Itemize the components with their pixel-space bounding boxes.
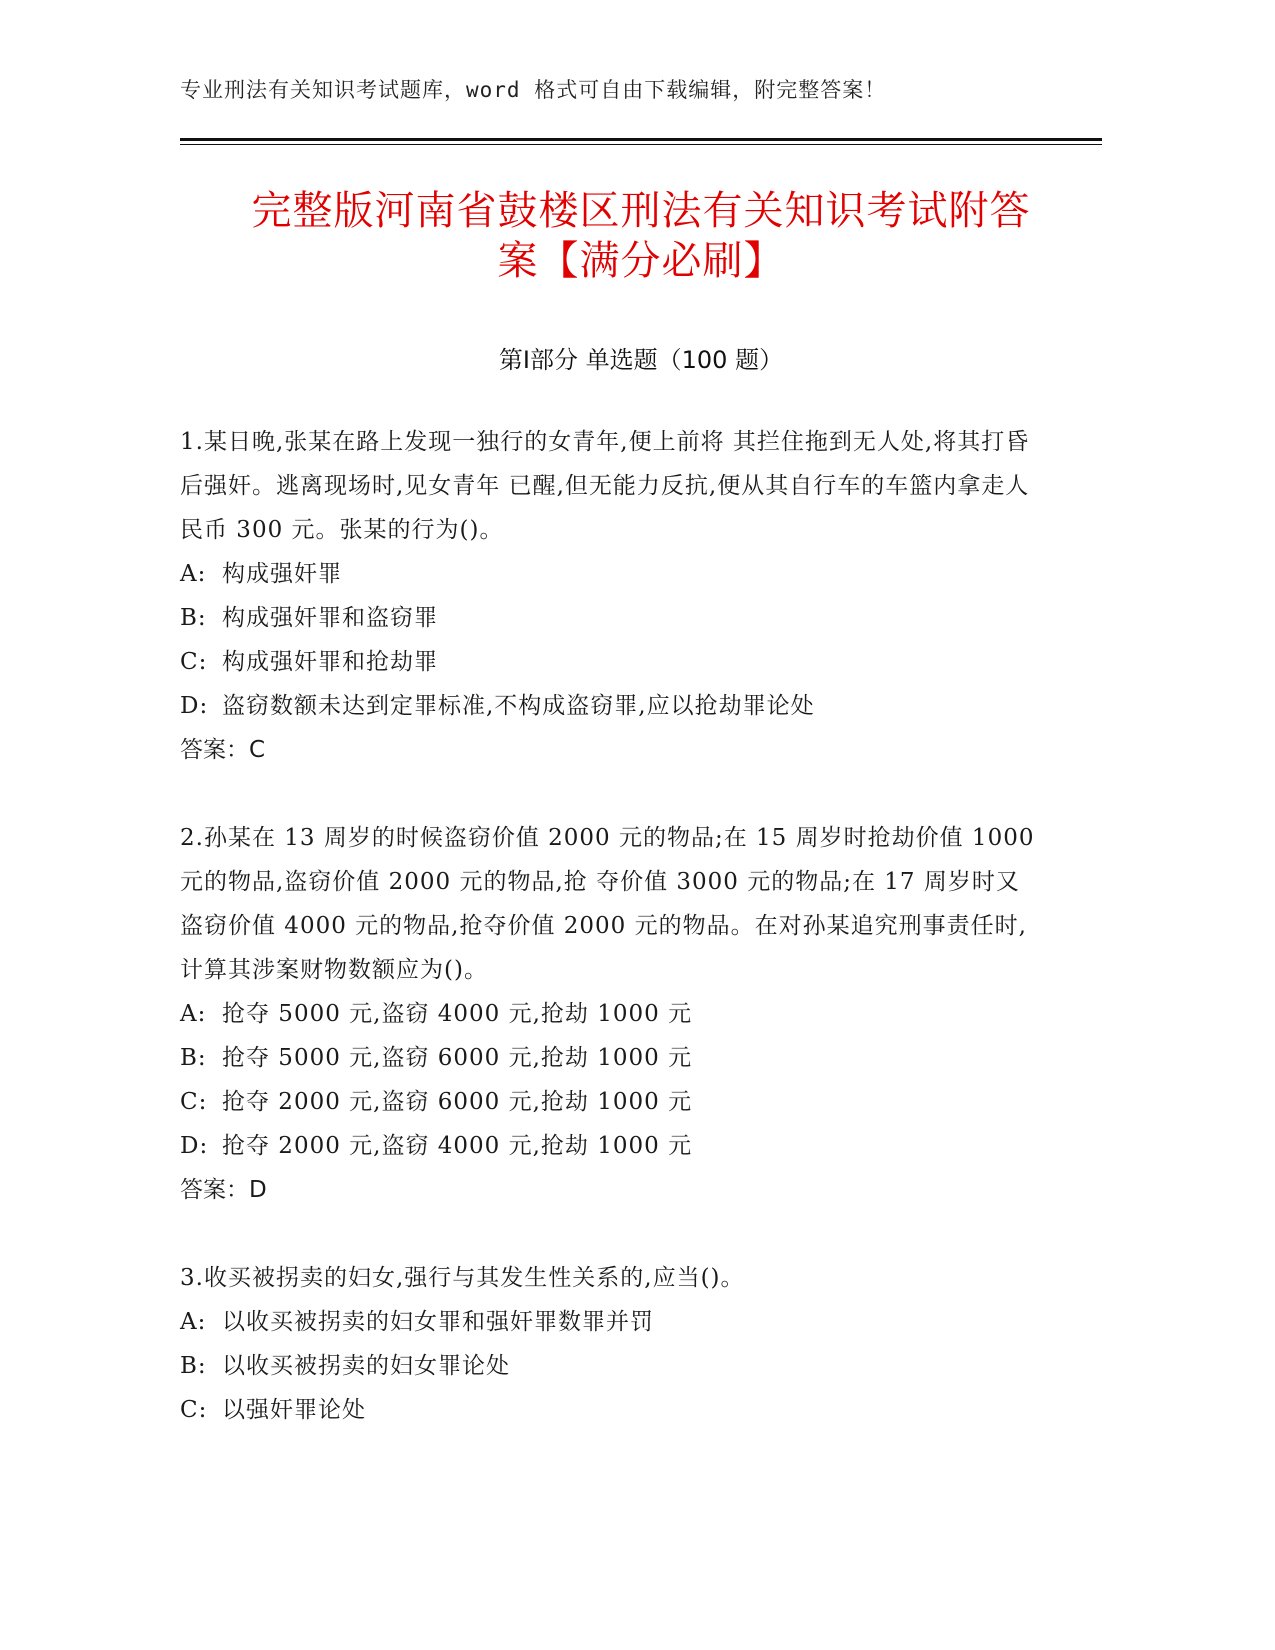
option-text: 抢夺 5000 元,盗窃 6000 元,抢劫 1000 元: [222, 1045, 693, 1071]
option-c: [180, 1388, 1040, 1432]
answer-line: 答案：D: [180, 1177, 267, 1203]
option-c: [180, 1080, 1040, 1124]
option-b: [180, 1036, 1040, 1080]
option-key: D:: [180, 693, 209, 719]
option-a: [180, 1300, 1040, 1344]
question-stem: 2.孙某在 13 周岁的时候盗窃价值 2000 元的物品;在 15 周岁时抢劫价值 1000 元的物品,盗窃价值 2000 元的物品,抢 夺价值 3000 元的物品;在 17 周岁时又盗窃价值 4000 元的物品,抢夺价值 2000 元的物品。在对孙某追究刑事责任时,计算其涉案财物数额应为()。: [180, 825, 1035, 983]
option-key: B:: [180, 1045, 207, 1071]
option-key: D:: [180, 1133, 209, 1159]
option-b: [180, 1344, 1040, 1388]
header-rule-thick: [180, 138, 1102, 141]
option-key: C:: [180, 1089, 208, 1115]
option-text: 构成强奸罪: [222, 561, 342, 587]
section-title: 第Ⅰ部分 单选题（100 题）: [498, 346, 784, 374]
option-text: 以收买被拐卖的妇女罪论处: [222, 1353, 510, 1379]
option-d: [180, 1124, 1040, 1168]
option-key: C:: [180, 649, 208, 675]
option-text: 以强奸罪论处: [222, 1397, 366, 1423]
option-key: A:: [180, 561, 207, 587]
header-note: 专业刑法有关知识考试题库，word 格式可自由下载编辑，附完整答案！: [180, 78, 887, 102]
option-text: 抢夺 5000 元,盗窃 4000 元,抢劫 1000 元: [222, 1001, 693, 1027]
question-list: [180, 420, 1040, 1476]
header-rule-thin: [180, 144, 1102, 145]
option-d: [180, 684, 1040, 728]
question-1: [180, 420, 1040, 772]
option-text: 构成强奸罪和抢劫罪: [222, 649, 438, 675]
option-a: [180, 992, 1040, 1036]
question-stem: 3.收买被拐卖的妇女,强行与其发生性关系的,应当()。: [180, 1265, 745, 1291]
option-c: [180, 640, 1040, 684]
option-text: 抢夺 2000 元,盗窃 4000 元,抢劫 1000 元: [222, 1133, 693, 1159]
option-key: B:: [180, 605, 207, 631]
document-title: [180, 186, 1102, 286]
document-title-line-2: 案【满分必刷】: [497, 238, 785, 284]
option-text: 以收买被拐卖的妇女罪和强奸罪数罪并罚: [222, 1309, 654, 1335]
option-text: 构成强奸罪和盗窃罪: [222, 605, 438, 631]
question-3: [180, 1256, 1040, 1432]
option-key: A:: [180, 1001, 207, 1027]
question-2: [180, 816, 1040, 1212]
option-b: [180, 596, 1040, 640]
answer-line: 答案：C: [180, 737, 266, 763]
option-text: 抢夺 2000 元,盗窃 6000 元,抢劫 1000 元: [222, 1089, 693, 1115]
option-text: 盗窃数额未达到定罪标准,不构成盗窃罪,应以抢劫罪论处: [222, 693, 815, 719]
option-key: A:: [180, 1309, 207, 1335]
document-title-line-1: 完整版河南省鼓楼区刑法有关知识考试附答: [251, 188, 1031, 234]
option-key: B:: [180, 1353, 207, 1379]
question-stem: 1.某日晚,张某在路上发现一独行的女青年,便上前将 其拦住拖到无人处,将其打昏后强奸。逃离现场时,见女青年 已醒,但无能力反抗,便从其自行车的车篮内拿走人民币 300 元。张某的行为()。: [180, 429, 1030, 543]
option-a: [180, 552, 1040, 596]
option-key: C:: [180, 1397, 208, 1423]
